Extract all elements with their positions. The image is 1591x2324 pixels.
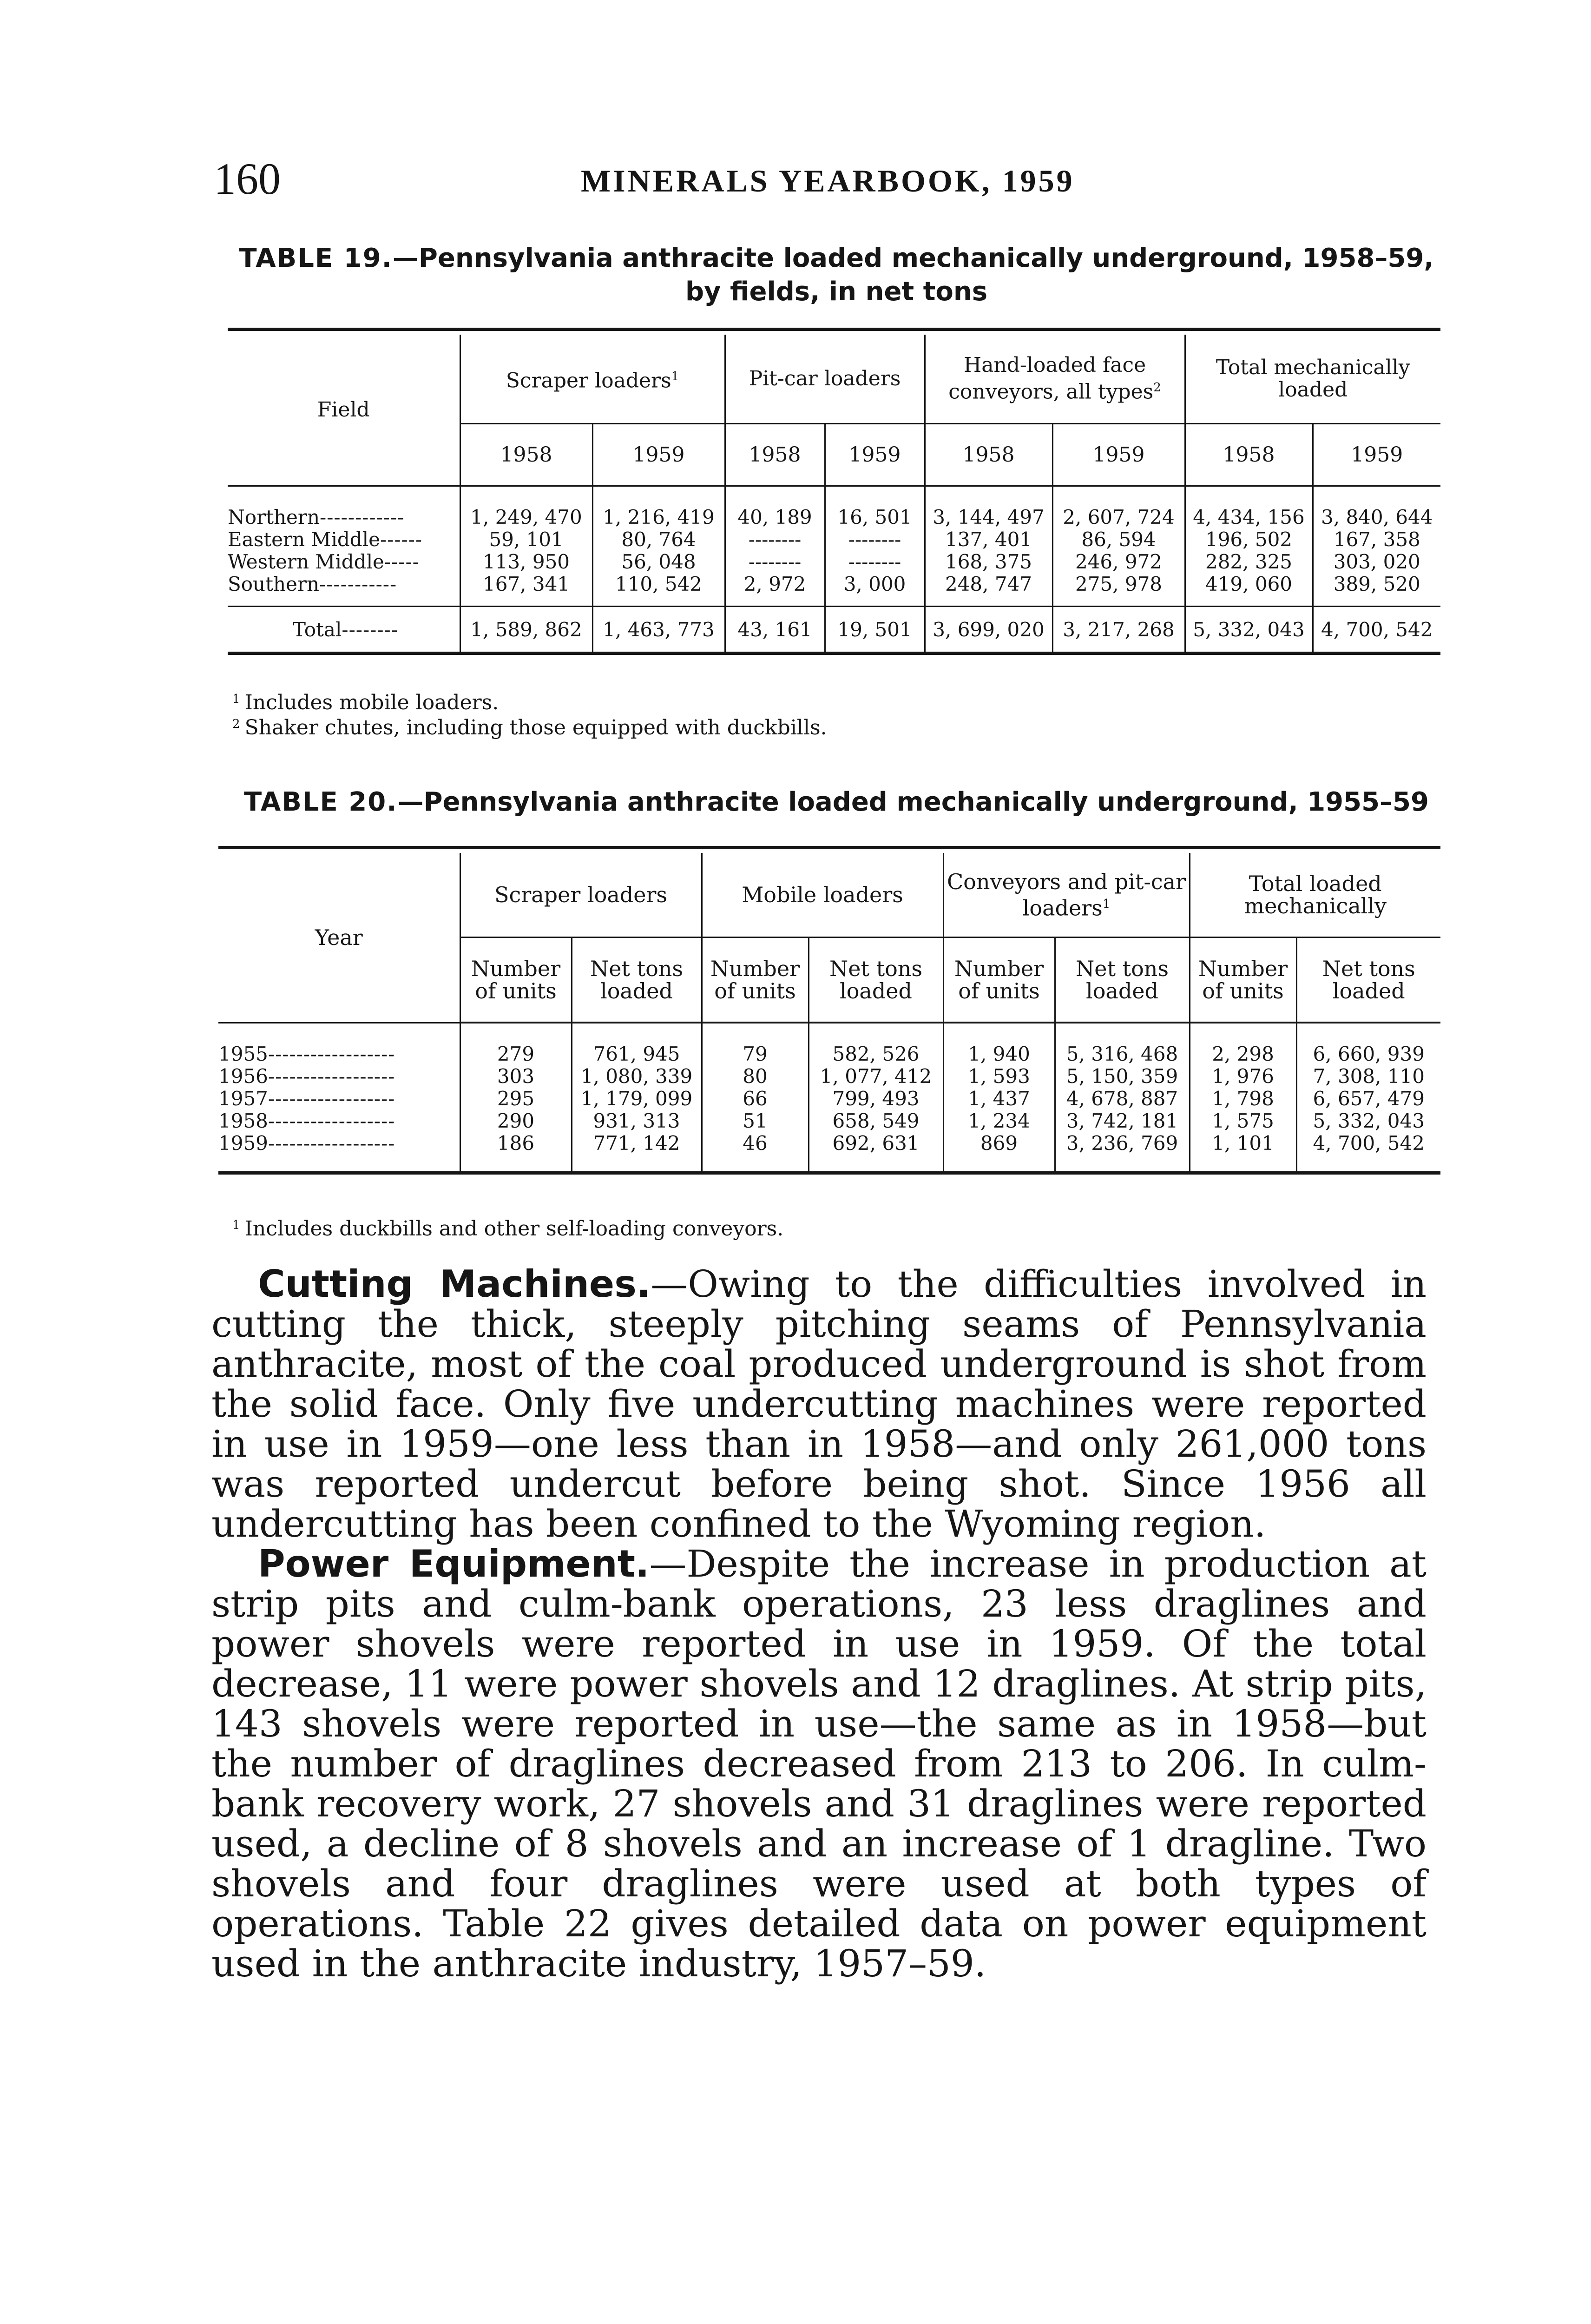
table19-year-header: 1958 xyxy=(1185,424,1313,486)
leader-dots: ------------------ xyxy=(268,1110,395,1132)
table-row xyxy=(218,1088,1440,1110)
table-cell: 4, 700, 542 xyxy=(1313,607,1440,654)
table-cell: 275, 978 xyxy=(1052,573,1185,595)
table-cell: 1, 575 xyxy=(1190,1110,1296,1132)
table-cell: 419, 060 xyxy=(1185,573,1313,595)
table-cell: 56, 048 xyxy=(592,551,725,573)
table-cell: 5, 150, 359 xyxy=(1055,1065,1190,1088)
table-row xyxy=(228,528,1440,551)
row-label xyxy=(228,573,460,595)
table20-subheader: Net tons loaded xyxy=(1296,938,1440,1023)
table-cell: 186 xyxy=(460,1132,572,1155)
row-label-text: Eastern Middle xyxy=(228,528,380,551)
row-label-text: 1958 xyxy=(218,1110,268,1132)
table-cell: -------- xyxy=(725,551,825,573)
table-cell: -------- xyxy=(825,551,925,573)
table-cell: 1, 463, 773 xyxy=(592,607,725,654)
table-cell: 303 xyxy=(460,1065,572,1088)
table19-year-header: 1958 xyxy=(725,424,825,486)
table-cell: 5, 332, 043 xyxy=(1185,607,1313,654)
table20-subheader: Number of units xyxy=(1190,938,1296,1023)
table-row xyxy=(228,573,1440,595)
leader-dots: ----- xyxy=(384,551,420,573)
table-cell: 931, 313 xyxy=(572,1110,702,1132)
table-row xyxy=(218,1065,1440,1088)
table19-year-header: 1959 xyxy=(592,424,725,486)
table-cell: 59, 101 xyxy=(460,528,592,551)
table-cell: 1, 080, 339 xyxy=(572,1065,702,1088)
table19-footnote-1 xyxy=(232,687,499,715)
running-head xyxy=(214,153,1431,205)
table-cell: 389, 520 xyxy=(1333,573,1420,595)
leader-dots: ----------- xyxy=(319,573,397,595)
table19-group-label: Scraper loaders xyxy=(506,369,671,393)
table-cell: 279 xyxy=(460,1043,572,1065)
table-total-row xyxy=(228,607,1440,654)
table19-footnote-2 xyxy=(232,712,827,740)
footnote-ref: 1 xyxy=(1102,897,1111,911)
row-label xyxy=(228,506,460,528)
table20-subheader: Net tons loaded xyxy=(572,938,702,1023)
table-cell: 290 xyxy=(460,1110,572,1132)
table20-group-conveyors xyxy=(943,853,1190,938)
table-cell: 295 xyxy=(460,1088,572,1110)
table-cell: 2, 298 xyxy=(1190,1043,1296,1065)
row-label-text: 1957 xyxy=(218,1088,268,1110)
table-cell: -------- xyxy=(725,528,825,551)
table-cell: 80 xyxy=(702,1065,809,1088)
table20-title-lead: TABLE 20. xyxy=(244,787,398,817)
table-cell: 4, 700, 542 xyxy=(1313,1132,1425,1155)
table-cell: 246, 972 xyxy=(1052,551,1185,573)
table19-group-pitcar: Pit-car loaders xyxy=(725,335,925,424)
leader-dots: ------------------ xyxy=(268,1065,395,1088)
table20-group-mobile: Mobile loaders xyxy=(702,853,943,938)
table-cell: 6, 660, 939 xyxy=(1313,1043,1425,1065)
footnote-text: Shaker chutes, including those equipped with duckbills. xyxy=(244,716,827,739)
table-cell: 3, 144, 497 xyxy=(925,506,1052,528)
table-cell: 1, 216, 419 xyxy=(592,506,725,528)
footnote-ref: 2 xyxy=(1153,381,1161,395)
table-cell: 110, 542 xyxy=(592,573,725,595)
row-label xyxy=(228,551,460,573)
table-cell: 1, 234 xyxy=(943,1110,1055,1132)
table19-year-header: 1958 xyxy=(925,424,1052,486)
row-label xyxy=(228,528,460,551)
footnote-ref: 1 xyxy=(671,370,679,384)
row-label-text: Western Middle xyxy=(228,551,384,573)
row-label-text: 1955 xyxy=(218,1043,268,1065)
table20 xyxy=(218,846,1440,1175)
row-label xyxy=(218,1110,460,1132)
table19-title xyxy=(232,242,1440,309)
table20-title-text: —Pennsylvania anthracite loaded mechanically underground, 1955–59 xyxy=(397,787,1429,817)
paragraph-text: —Despite the increase in production at strip pits and culm-bank operations, 23 less draglines and power shovels were reported in use in 1959. Of the total decrease, 11 were power shovels and 12 draglines. At strip pits, 143 shovels were reported in use—the same as in 1958—but the number of draglines decreased from 213 to 206. In culm-bank recovery work, 27 shovels and 31 draglines were reported used, a decline of 8 shovels and an increase of 1 dragline. Two shovels and four draglines were used at both types of operations. Table 22 gives detailed data on power equipment used in the anthracite industry, 1957–59. xyxy=(211,1542,1427,1985)
table-cell: 5, 332, 043 xyxy=(1313,1109,1425,1132)
table-cell: 3, 742, 181 xyxy=(1055,1110,1190,1132)
table19-year-header: 1958 xyxy=(460,424,592,486)
table-cell: 282, 325 xyxy=(1185,551,1313,573)
table-cell: 692, 631 xyxy=(809,1132,943,1155)
table-cell: 5, 316, 468 xyxy=(1055,1043,1190,1065)
table20-subheader: Net tons loaded xyxy=(1055,938,1190,1023)
footnote-mark: 2 xyxy=(232,717,240,731)
table20-subheader: Number of units xyxy=(460,938,572,1023)
table-cell: 582, 526 xyxy=(809,1043,943,1065)
table-cell: 1, 179, 099 xyxy=(572,1088,702,1110)
row-label xyxy=(228,607,460,654)
table-cell: 86, 594 xyxy=(1052,528,1185,551)
row-label xyxy=(218,1088,460,1110)
table-cell: 303, 020 xyxy=(1333,550,1420,573)
table-cell: 869 xyxy=(943,1132,1055,1155)
row-label-text: 1956 xyxy=(218,1065,268,1088)
table-cell: 658, 549 xyxy=(809,1110,943,1132)
table-cell: 248, 747 xyxy=(925,573,1052,595)
row-label xyxy=(218,1065,460,1088)
table-cell: 4, 678, 887 xyxy=(1055,1088,1190,1110)
table-row xyxy=(218,1110,1440,1132)
leader-dots: -------- xyxy=(342,618,398,641)
table-cell: 1, 798 xyxy=(1190,1088,1296,1110)
leader-dots: ------------------ xyxy=(268,1132,395,1155)
table19-group-scraper xyxy=(460,335,725,424)
table-row xyxy=(218,1132,1440,1155)
table-cell: 2, 972 xyxy=(725,573,825,595)
table19-group-conveyors xyxy=(925,335,1185,424)
table20-footnote-1 xyxy=(232,1213,783,1241)
table-cell: 1, 077, 412 xyxy=(809,1065,943,1088)
row-label xyxy=(218,1043,460,1065)
footnote-mark: 1 xyxy=(232,692,240,706)
table-cell: 771, 142 xyxy=(572,1132,702,1155)
table-cell: 1, 589, 862 xyxy=(460,607,592,654)
table-cell: 80, 764 xyxy=(592,528,725,551)
table-cell: 3, 217, 268 xyxy=(1052,607,1185,654)
table-cell: 43, 161 xyxy=(725,607,825,654)
table-cell: 1, 976 xyxy=(1190,1065,1296,1088)
table-cell: 113, 950 xyxy=(460,551,592,573)
footnote-text: Includes mobile loaders. xyxy=(244,691,499,714)
body-text xyxy=(211,1264,1427,1984)
row-label-text: Total xyxy=(293,618,342,641)
table19-group-total: Total mechanically loaded xyxy=(1185,335,1440,424)
footnote-text: Includes duckbills and other self-loading conveyors. xyxy=(244,1217,784,1241)
table-cell: 79 xyxy=(702,1043,809,1065)
table20-year-header: Year xyxy=(218,853,460,1023)
table-cell: 761, 945 xyxy=(572,1043,702,1065)
table-cell: 1, 101 xyxy=(1190,1132,1296,1155)
leader-dots: ------------------ xyxy=(268,1043,395,1065)
table20-group-label: Conveyors and pit-car loaders xyxy=(947,869,1186,921)
table20-title xyxy=(232,786,1440,819)
table19-group-label: Hand-loaded face conveyors, all types xyxy=(948,353,1154,404)
table-cell: 167, 341 xyxy=(460,573,592,595)
leader-dots: ------ xyxy=(380,528,423,551)
paragraph-text: —Owing to the difficulties involved in cutting the thick, steeply pitching seams of Pennsylvania anthracite, most of the coal produced underground is shot from the solid face. Only five undercutting machines were reported in use in 1959—one less than in 1958—and only 261,000 tons was reported undercut before being shot. Since 1956 all undercutting has been confined to the Wyoming region. xyxy=(211,1262,1427,1545)
table19-title-text: —Pennsylvania anthracite loaded mechanically underground, 1958–59, xyxy=(392,243,1434,273)
table-cell: 799, 493 xyxy=(809,1088,943,1110)
table-row xyxy=(228,506,1440,528)
table-cell: 19, 501 xyxy=(825,607,925,654)
row-label xyxy=(218,1132,460,1155)
table-cell: 46 xyxy=(702,1132,809,1155)
table-cell: 7, 308, 110 xyxy=(1313,1065,1425,1088)
row-label-text: 1959 xyxy=(218,1132,268,1155)
table19-title-lead: TABLE 19. xyxy=(239,243,393,273)
table-cell: 16, 501 xyxy=(825,506,925,528)
table19-title-line2: by fields, in net tons xyxy=(685,277,988,307)
table-cell: 40, 189 xyxy=(725,506,825,528)
table-cell: 1, 940 xyxy=(943,1043,1055,1065)
table20-group-scraper: Scraper loaders xyxy=(460,853,702,938)
run-in-heading: Power Equipment. xyxy=(258,1542,650,1585)
table20-subheader: Net tons loaded xyxy=(809,938,943,1023)
table-row xyxy=(218,1043,1440,1065)
table19-year-header: 1959 xyxy=(825,424,925,486)
table-cell: 3, 236, 769 xyxy=(1055,1132,1190,1155)
table-cell: 3, 000 xyxy=(825,573,925,595)
table20-group-total: Total loaded mechanically xyxy=(1190,853,1440,938)
footnote-mark: 1 xyxy=(232,1218,240,1232)
running-title: MINERALS YEARBOOK, 1959 xyxy=(581,163,1075,198)
table-cell: 2, 607, 724 xyxy=(1052,506,1185,528)
table-cell: 167, 358 xyxy=(1333,528,1420,551)
table20-subheader: Number of units xyxy=(943,938,1055,1023)
table-row xyxy=(228,551,1440,573)
row-label-text: Southern xyxy=(228,573,320,595)
table-cell: 1, 249, 470 xyxy=(460,506,592,528)
table20-subheader: Number of units xyxy=(702,938,809,1023)
table19 xyxy=(228,328,1440,655)
table19-field-header: Field xyxy=(228,335,460,486)
table-cell: 168, 375 xyxy=(925,551,1052,573)
table-cell: 4, 434, 156 xyxy=(1185,506,1313,528)
paragraph-power-equipment xyxy=(211,1544,1427,1984)
table-cell: 6, 657, 479 xyxy=(1313,1087,1425,1110)
run-in-heading: Cutting Machines. xyxy=(258,1262,651,1306)
leader-dots: ------------ xyxy=(320,506,405,528)
paragraph-cutting-machines xyxy=(211,1264,1427,1544)
table-cell: 66 xyxy=(702,1088,809,1110)
table19-title-line1 xyxy=(232,242,1440,275)
table-cell: 1, 593 xyxy=(943,1065,1055,1088)
table-cell: 1, 437 xyxy=(943,1088,1055,1110)
table19-year-header: 1959 xyxy=(1313,424,1440,486)
table-cell: 3, 840, 644 xyxy=(1321,506,1433,528)
page-number: 160 xyxy=(214,154,281,204)
table-cell: 196, 502 xyxy=(1185,528,1313,551)
leader-dots: ------------------ xyxy=(268,1088,395,1110)
table-cell: 51 xyxy=(702,1110,809,1132)
table19-year-header: 1959 xyxy=(1052,424,1185,486)
table-cell: -------- xyxy=(825,528,925,551)
table-cell: 137, 401 xyxy=(925,528,1052,551)
row-label-text: Northern xyxy=(228,506,320,528)
table-cell: 3, 699, 020 xyxy=(925,607,1052,654)
